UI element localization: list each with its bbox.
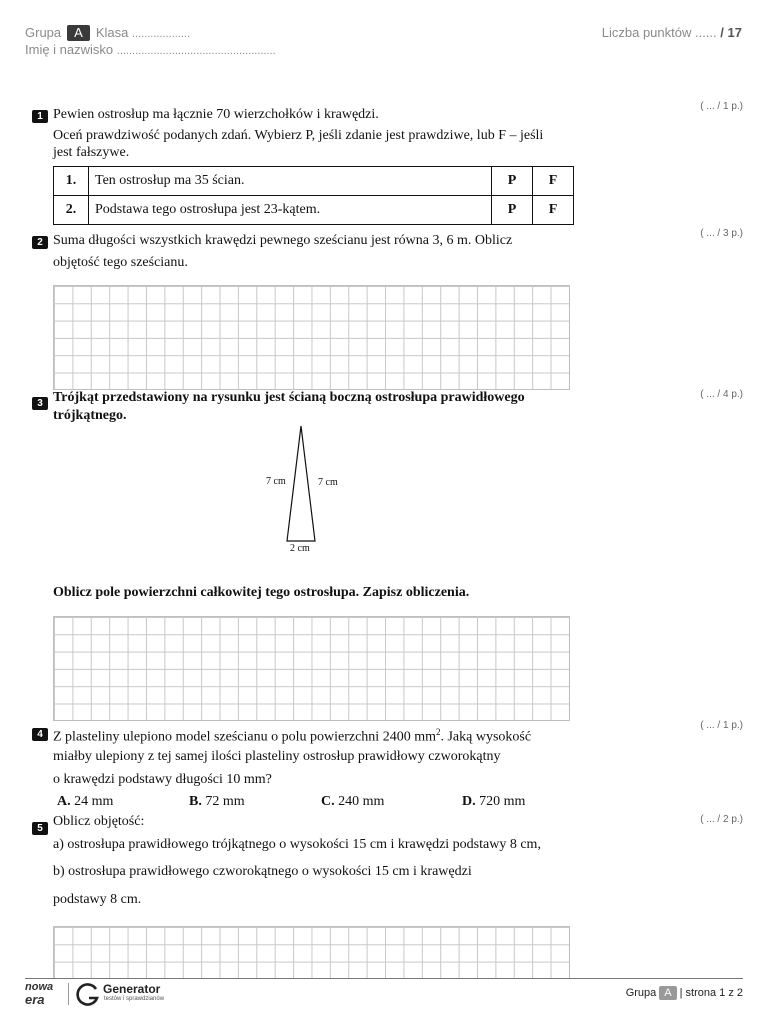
points-label: Liczba punktów ...... [601,25,717,40]
header-name-line [25,42,276,57]
answer-grid-task-3[interactable] [53,616,570,721]
task-1-points: ( ... / 1 p.) [700,101,743,112]
task-2-points: ( ... / 3 p.) [700,228,743,239]
task-5-points: ( ... / 2 p.) [700,814,743,825]
points-total: 17 [727,25,742,40]
triangle-right-label: 7 cm [318,477,338,488]
statement: Ten ostrosłup ma 35 ścian. [89,167,492,196]
true-option[interactable]: P [492,167,533,196]
row-number: 2. [54,196,89,225]
truth-row-2 [54,196,574,225]
name-label: Imię i nazwisko [25,42,114,57]
task-5-text-2: a) ostrosłupa prawidłowego trójkątnego o wysokości 15 cm i krawędzi podstawy 8 cm, [53,837,541,852]
true-option[interactable]: P [492,196,533,225]
row-number: 1. [54,167,89,196]
nowa-era-logo: nowa era [25,981,54,1007]
footer-divider [25,978,743,979]
false-option[interactable]: F [533,167,574,196]
header-points [602,25,742,40]
task-3-points: ( ... / 4 p.) [700,389,743,400]
task-1-text-3: jest fałszywe. [53,145,130,160]
footer-page-info: Grupa A | strona 1 z 2 [625,987,743,999]
task-4-points: ( ... / 1 p.) [700,720,743,731]
task-3-text-2: trójkątnego. [53,408,127,423]
answer-option-a[interactable]: A. 24 mm [57,794,114,809]
task-3-text-1: Trójkąt przedstawiony na rysunku jest ścianą boczną ostrosłupa prawidłowego [53,390,525,405]
triangle-base-label: 2 cm [290,543,310,554]
task-4-text-1: Z plasteliny ulepiono model sześcianu o polu powierzchni 2400 $mm^2$. Jaką wysokość [53,727,532,745]
task-3-number: 3 [32,393,48,411]
task-1-number: 1 [32,106,48,124]
triangle-shape [287,426,315,541]
answer-option-d[interactable]: D. 720 mm [462,794,526,809]
task-3-instruction: Oblicz pole powierzchni całkowitej tego ostrosłupa. Zapisz obliczenia. [53,585,470,600]
truth-table [53,166,574,225]
task-5-number: 5 [32,818,48,836]
task-4-number: 4 [32,724,48,742]
answer-grid-task-5[interactable] [53,926,570,979]
class-dots: ................... [131,28,191,40]
truth-row-1 [54,167,574,196]
answer-option-c[interactable]: C. 240 mm [321,794,385,809]
points-slash: / [720,25,724,40]
triangle-figure [280,423,320,545]
name-dots: .................................................... [116,45,276,57]
statement: Podstawa tego ostrosłupa jest 23-kątem. [89,196,492,225]
group-badge: A [67,25,90,41]
class-label: Klasa [95,25,129,40]
logo-separator [68,983,69,1005]
header-group-line [25,25,190,41]
footer-group-badge: A [659,986,676,1000]
task-1-text-2: Oceń prawdziwość podanych zdań. Wybierz P, jeśli zdanie jest prawdziwe, lub F – jeśli [53,128,544,143]
generator-title: Generator [103,982,161,996]
generator-subtitle: testów i sprawdzianów [104,996,165,1002]
answer-grid-task-2[interactable] [53,285,570,390]
task-4-text-3: o krawędzi podstawy długości 10 mm? [53,772,272,787]
group-label: Grupa [25,25,62,40]
task-5-text-3: b) ostrosłupa prawidłowego czworokątnego o wysokości 15 cm i krawędzi [53,864,472,879]
triangle-left-label: 7 cm [266,476,286,487]
task-2-text-2: objętość tego sześcianu. [53,255,188,270]
answer-option-b[interactable]: B. 72 mm [189,794,245,809]
generator-logo-icon [76,983,100,1007]
task-5-text-1: Oblicz objętość: [53,814,145,829]
task-4-text-2: miałby ulepiony z tej samej ilości plasteliny ostrosłup prawidłowy czworokątny [53,749,501,764]
task-1-text-1: Pewien ostrosłup ma łącznie 70 wierzchołków i krawędzi. [53,107,379,122]
task-2-number: 2 [32,232,48,250]
task-5-text-4: podstawy 8 cm. [53,892,142,907]
task-2-text-1: Suma długości wszystkich krawędzi pewnego sześcianu jest równa 3, 6 m. Oblicz [53,233,513,248]
false-option[interactable]: F [533,196,574,225]
